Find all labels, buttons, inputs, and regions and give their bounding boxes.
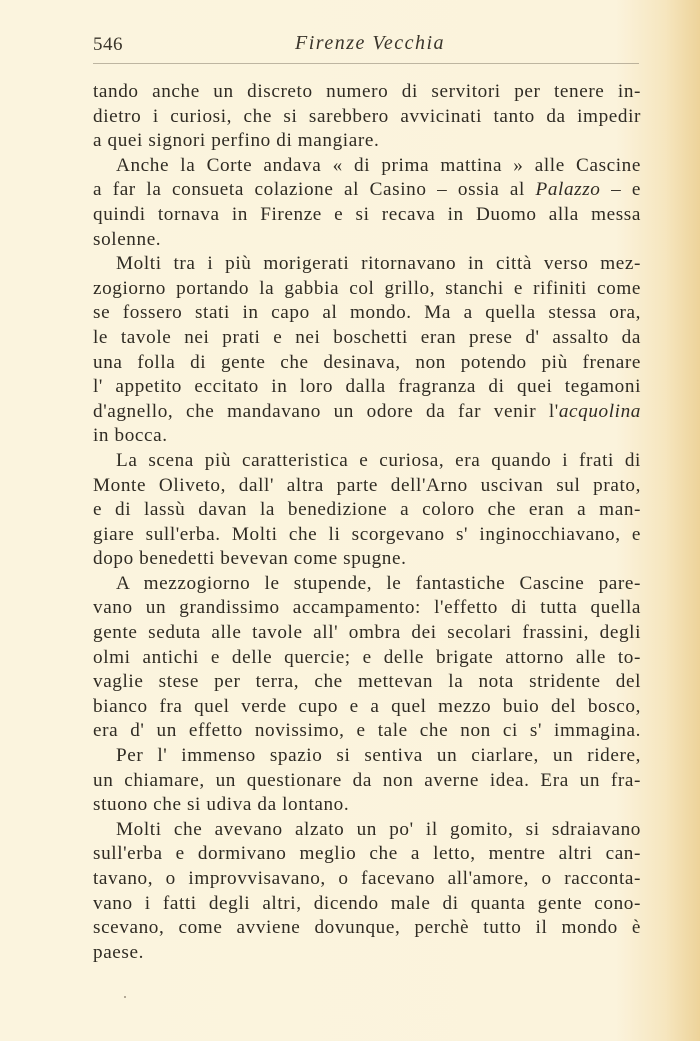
- text-segment: – e: [600, 179, 641, 201]
- text-line: vaglie stese per terra, che mettevan la nota stridente del: [93, 671, 641, 693]
- page-header: [93, 32, 641, 62]
- text-line: una folla di gente che desinava, non potendo più frenare: [93, 351, 641, 373]
- text-line: zogiorno portando la gabbia col grillo, stanchi e rifiniti come: [93, 277, 641, 299]
- body-text: [93, 80, 641, 965]
- text-line: e di lassù davan la benedizione a coloro che eran a man-: [93, 499, 641, 521]
- text-line: scevano, come avviene dovunque, perchè tutto il mondo è: [93, 917, 641, 939]
- paragraph-7: [93, 818, 641, 966]
- text-line: giare sull'erba. Molti che li scorgevano s' inginocchiavano, e: [93, 523, 641, 545]
- page-number: 546: [93, 34, 123, 55]
- text-line: Molti che avevano alzato un po' il gomito, si sdraiavano: [116, 818, 641, 840]
- paragraph-6: [93, 744, 641, 818]
- text-line: stuono che si udiva da lontano.: [93, 794, 350, 816]
- text-line: tavano, o improvvisavano, o facevano all'amore, o racconta-: [93, 868, 641, 889]
- text-segment: a far la consueta colazione al Casino – ossia al: [93, 179, 536, 201]
- paper-speck: [124, 996, 126, 998]
- header-rule: [93, 63, 639, 64]
- text-line: dopo benedetti bevevan come spugne.: [93, 548, 407, 570]
- text-line: vano i fatti degli altri, dicendo male di quanta gente cono-: [93, 892, 641, 914]
- text-line: sull'erba e dormivano meglio che a letto, mentre altri can-: [93, 843, 641, 865]
- text-line: era d' un effetto novissimo, e tale che non ci s' immagina.: [93, 720, 641, 742]
- text-line: olmi antichi e delle quercie; e delle brigate attorno alle to-: [93, 646, 641, 668]
- text-line: l' appetito eccitato in loro dalla fragranza di quei tegamoni: [93, 376, 641, 398]
- text-line: un chiamare, un questionare da non averne idea. Era un fra-: [93, 769, 641, 791]
- text-line: le tavole nei prati e nei boschetti eran prese d' assalto da: [93, 326, 641, 348]
- text-line: solenne.: [93, 228, 162, 250]
- text-line: Per l' immenso spazio si sentiva un ciarlare, un ridere,: [116, 745, 641, 767]
- text-line: Monte Oliveto, dall' altra parte dell'Arno uscivan sul prato,: [93, 474, 641, 496]
- text-line: La scena più caratteristica e curiosa, era quando i frati di: [116, 449, 641, 471]
- text-line: tando anche un discreto numero di servitori per tenere in-: [93, 81, 641, 102]
- paragraph-3: [93, 252, 641, 449]
- paragraph-4: [93, 449, 641, 572]
- text-line: Molti tra i più morigerati ritornavano in città verso mez-: [116, 253, 641, 275]
- text-line: gente seduta alle tavole all' ombra dei secolari frassini, degli: [93, 622, 641, 644]
- text-segment: d'agnello, che mandavano un odore da far venir l': [93, 400, 559, 422]
- text-line: in bocca.: [93, 425, 168, 447]
- text-line: vano un grandissimo accampamento: l'effetto di tutta quella: [93, 597, 641, 619]
- italic-word: acquolina: [558, 400, 641, 422]
- text-line: paese.: [93, 941, 145, 963]
- italic-word: Palazzo: [535, 179, 601, 201]
- text-line: quindi tornava in Firenze e si recava in Duomo alla messa: [93, 203, 641, 225]
- running-title: Firenze Vecchia: [295, 32, 446, 54]
- paragraph-1: [93, 80, 641, 154]
- text-line: dietro i curiosi, che si sarebbero avvicinati tanto da impedir: [93, 105, 641, 127]
- paragraph-5: [93, 572, 641, 744]
- text-line: bianco fra quel verde cupo e a quel mezzo buio del bosco,: [93, 695, 641, 717]
- paragraph-2: [93, 154, 641, 252]
- text-line: [93, 178, 641, 203]
- text-line: a quei signori perfino di mangiare.: [93, 130, 380, 152]
- text-line: A mezzogiorno le stupende, le fantastiche Cascine pare-: [116, 572, 641, 594]
- text-line: Anche la Corte andava « di prima mattina » alle Cascine: [116, 154, 641, 176]
- text-line: [93, 400, 641, 425]
- text-line: se fossero stati in capo al mondo. Ma a quella stessa ora,: [93, 302, 641, 324]
